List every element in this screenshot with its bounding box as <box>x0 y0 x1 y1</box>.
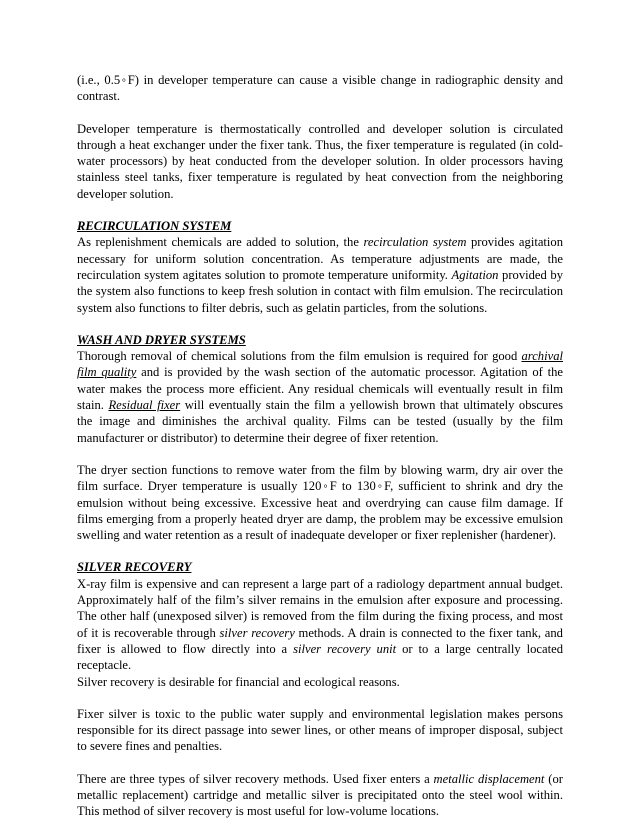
text-span: methods. A drain is connected to the fixer tank, and fixer is allowed to flow directly into a <box>77 625 563 656</box>
text-span: provides agitation necessary for uniform solution concentration. As temperature adjustments are made, the recirculation system agitates solution to promote temperature uniformity. <box>77 235 563 282</box>
document-page <box>77 72 563 836</box>
text-span: provided by the system also functions to keep fresh solution in contact with film emulsion. The recirculation system also functions to filter debris, such as gelatin particles, from the solutions. <box>77 267 563 315</box>
paragraph-developer-temp-control: Developer temperature is thermostatically controlled and developer solution is circulated through a heat exchanger under the fixer tank. Thus, the fixer temperature is regulated (in cold-water processors) by heat conducted from the developer solution. In older processors having stainless steel tanks, fixer temperature is regulated by heat convection from the neighboring developer solution. <box>77 121 563 201</box>
paragraph-silver-desirable: Silver recovery is desirable for financial and ecological reasons. <box>77 674 400 689</box>
paragraph-wash <box>77 348 563 446</box>
term-silver-recovery-unit: silver recovery unit <box>293 641 397 656</box>
paragraph-developer-temp-intro: (i.e., 0.5◦F) in developer temperature can cause a visible change in radiographic density and contrast. <box>77 73 563 104</box>
text-span: and is provided by the wash section of the automatic processor. Agitation of the water makes the process more efficient. Any residual chemicals will eventually result in film stain. <box>77 365 563 413</box>
term-recirculation-system: recirculation system <box>363 235 467 250</box>
paragraph-recirculation <box>77 234 563 315</box>
text-span: X-ray film is expensive and can represent a large part of a radiology department annual budget. Approximately half of the film’s silver remains in the emulsion after exposure and processing. The other half (unexposed silver) is removed from the film during the fixing process, and most of it is recoverable through <box>77 576 563 640</box>
heading-silver-recovery: SILVER RECOVERY <box>77 560 192 575</box>
term-metallic-displacement: metallic displacement <box>433 771 545 786</box>
text-span: There are three types of silver recovery methods. Used fixer enters a <box>77 771 434 786</box>
paragraph-recovery-methods <box>77 771 563 820</box>
text-span: or to a large centrally located receptacle. <box>77 641 563 673</box>
paragraph-fixer-toxic: Fixer silver is toxic to the public water supply and environmental legislation makes persons responsible for its direct passage into sewer lines, or other means of improper disposal, subject to severe fines and penalties. <box>77 706 563 754</box>
term-agitation: Agitation <box>451 267 499 282</box>
term-residual-fixer: Residual fixer <box>108 398 181 413</box>
paragraph-dryer: The dryer section functions to remove water from the film by blowing warm, dry air over the film surface. Dryer temperature is usually 120◦F to 130◦F, sufficient to shrink and dry the emulsion without being excessive. Excessive heat and overdrying can cause film damage. If films emerging from a properly heated dryer are damp, the problem may be excessive emulsion swelling and water retention as a result of inadequate developer or fixer replenisher (hardener). <box>77 462 563 543</box>
heading-wash-and-dryer: WASH AND DRYER SYSTEMS <box>77 332 246 347</box>
term-silver-recovery: silver recovery <box>219 625 295 640</box>
text-span: will eventually stain the film a yellowish brown that ultimately obscures the image and diminishes the archival quality. Films can be tested (usually by the film manufacturer or distributor) to determine their degree of fixer retention. <box>77 398 563 445</box>
text-span: Thorough removal of chemical solutions from the film emulsion is required for good <box>77 349 522 364</box>
term-archival-film-quality: archival film quality <box>77 349 563 380</box>
paragraph-silver-recovery <box>77 576 563 674</box>
heading-recirculation-system: RECIRCULATION SYSTEM <box>77 219 232 234</box>
text-span: (or metallic replacement) cartridge and metallic silver is precipitated onto the steel wool within. This method of silver recovery is most useful for low-volume locations. <box>77 771 563 819</box>
text-span: As replenishment chemicals are added to solution, the <box>77 235 364 250</box>
